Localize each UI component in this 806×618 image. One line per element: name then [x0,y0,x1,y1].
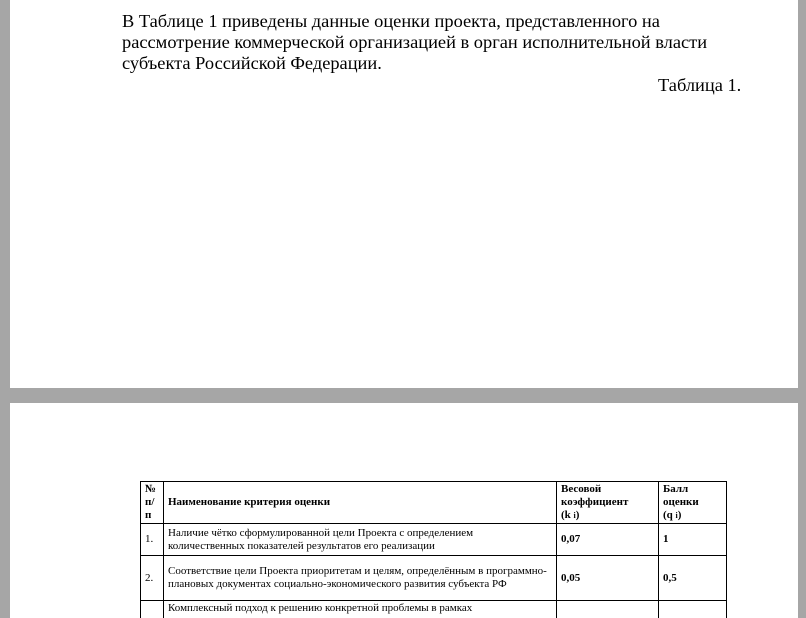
header-weight-line1: Весовой [561,483,602,495]
row-criterion: Соответствие цели Проекта приоритетам и целям, определённым в программно-плановых документах социально-экономического развития субъекта РФ [164,556,557,601]
header-score [659,482,727,524]
header-number-line2: п/ [145,496,155,508]
row-weight: 0,05 [557,556,659,601]
header-weight-line2: коэффициент [561,496,629,508]
header-weight-close: ) [575,509,580,521]
header-number-line1: № [145,483,157,495]
criteria-table [140,481,727,618]
row-weight: 0,07 [557,524,659,556]
table-row [141,524,727,556]
header-criterion-name: Наименование критерия оценки [164,482,557,524]
row-score: 0,5 [659,556,727,601]
header-score-symbol: (q [663,509,673,521]
header-number-line3: п [145,509,152,521]
header-number [141,482,164,524]
row-score: 1 [659,524,727,556]
table-caption: Таблица 1. [658,75,742,95]
header-weight [557,482,659,524]
intro-paragraph: В Таблице 1 приведены данные оценки проекта, представленного на рассмотрение коммерческой организацией в орган исполнительной власти субъекта Российской Федерации. [122,11,708,73]
row-number: 2. [141,556,164,601]
document-page-2 [10,403,798,618]
header-weight-symbol: (k [561,509,571,521]
row-number [141,601,164,618]
header-score-subscript: i [675,511,678,520]
table-row [141,601,727,618]
header-score-line1: Балл [663,483,689,495]
table-header-row [141,482,727,524]
header-score-line2: оценки [663,496,699,508]
row-score [659,601,727,618]
row-criterion: Комплексный подход к решению конкретной проблемы в рамках [164,601,557,618]
table-row [141,556,727,601]
row-weight [557,601,659,618]
row-number: 1. [141,524,164,556]
document-page-1 [10,0,798,388]
header-score-close: ) [677,509,682,521]
row-criterion: Наличие чётко сформулированной цели Проекта с определением количественных показателей результатов его реализации [164,524,557,556]
header-weight-subscript: i [573,511,576,520]
